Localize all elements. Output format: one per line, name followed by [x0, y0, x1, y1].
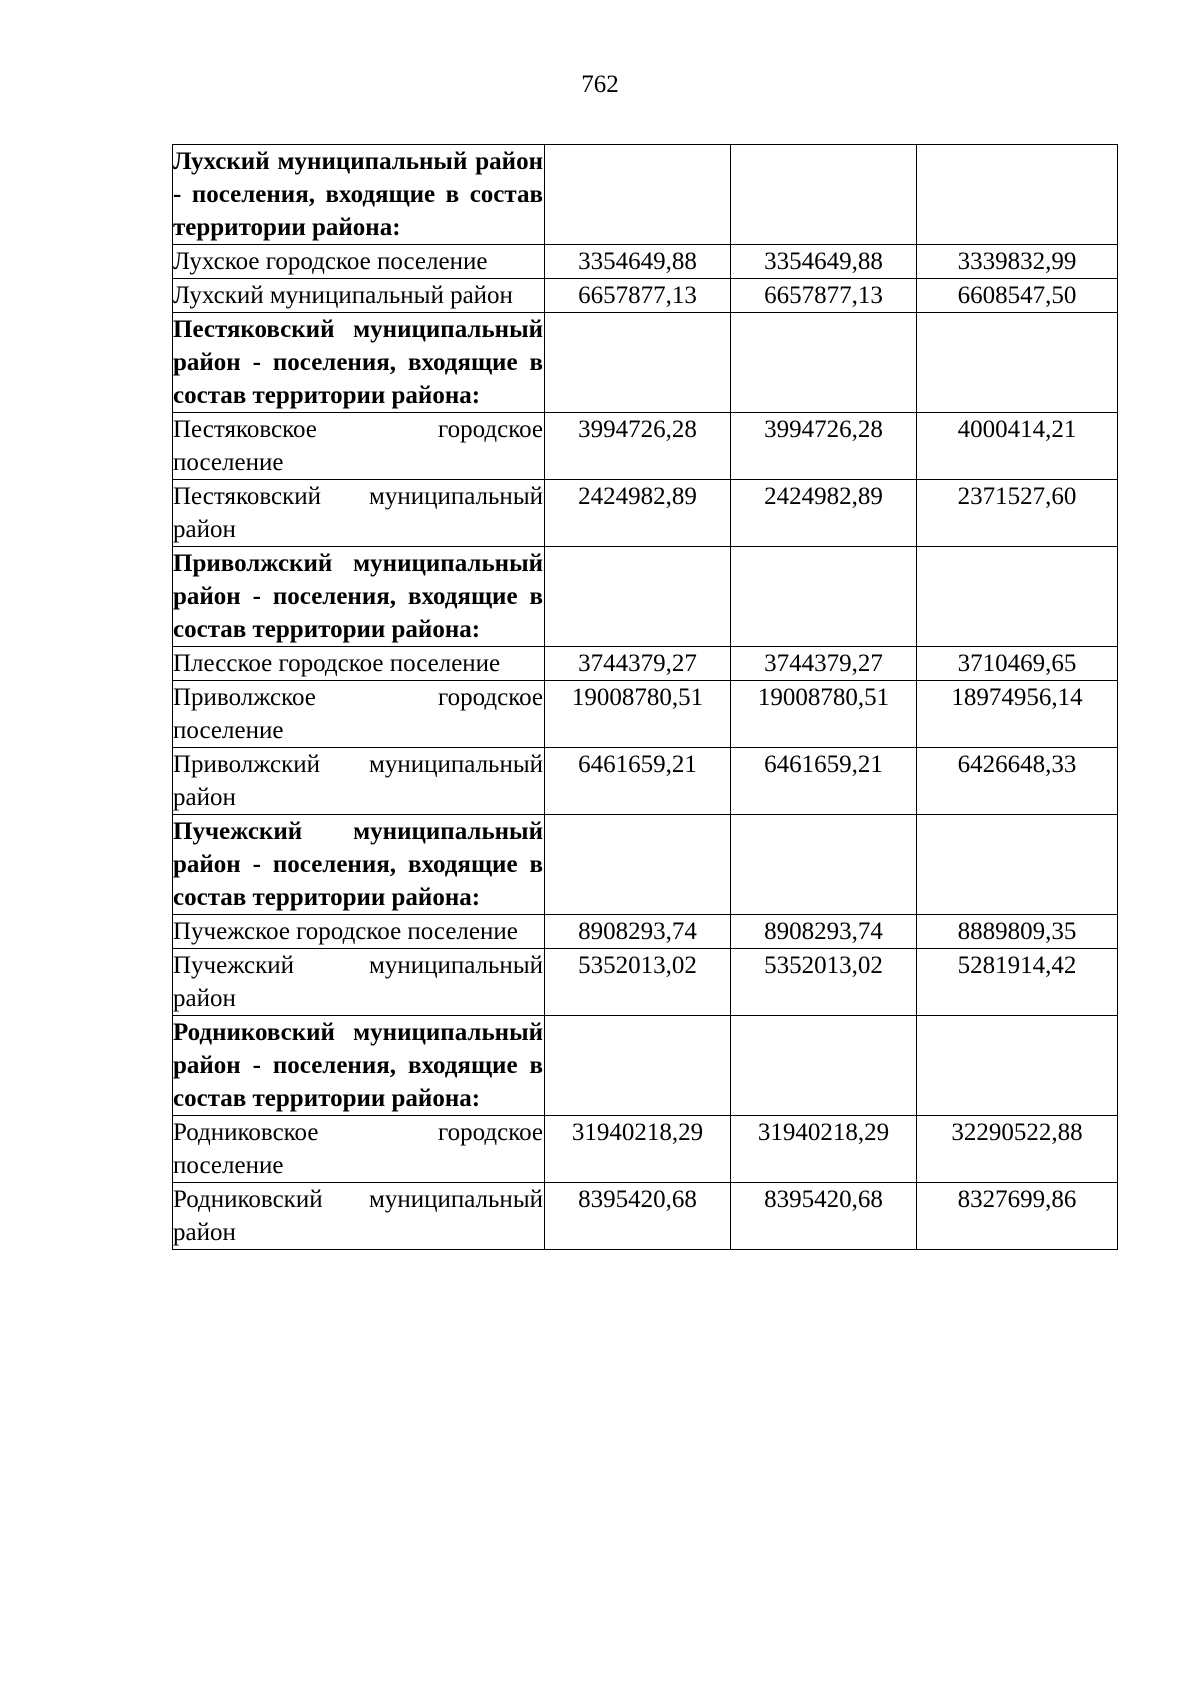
municipality-name-cell: Пучежское городское поселение	[173, 915, 545, 949]
table-row	[173, 815, 1118, 915]
value-cell: 19008780,51	[545, 681, 731, 748]
value-cell: 19008780,51	[731, 681, 917, 748]
budget-table-body	[173, 145, 1118, 1250]
table-row	[173, 279, 1118, 313]
municipality-name-cell: Лухский муниципальный район	[173, 279, 545, 313]
value-cell	[917, 313, 1118, 413]
value-cell: 2424982,89	[545, 480, 731, 547]
value-cell: 8395420,68	[545, 1183, 731, 1250]
value-cell: 3354649,88	[731, 245, 917, 279]
value-cell: 6657877,13	[731, 279, 917, 313]
value-cell	[731, 815, 917, 915]
table-row	[173, 547, 1118, 647]
value-cell: 3354649,88	[545, 245, 731, 279]
table-row	[173, 313, 1118, 413]
district-header-cell: Лухский муниципальный район - поселения, входящие в состав территории района:	[173, 145, 545, 245]
table-row	[173, 915, 1118, 949]
table-row	[173, 748, 1118, 815]
district-header-cell: Пучежский муниципальный район - поселения, входящие в состав территории района:	[173, 815, 545, 915]
value-cell	[917, 815, 1118, 915]
municipality-name-cell: Приволжское городское поселение	[173, 681, 545, 748]
table-row	[173, 1116, 1118, 1183]
municipality-name-cell: Плесское городское поселение	[173, 647, 545, 681]
value-cell: 6426648,33	[917, 748, 1118, 815]
value-cell: 3744379,27	[545, 647, 731, 681]
value-cell	[917, 547, 1118, 647]
value-cell	[545, 313, 731, 413]
value-cell: 3994726,28	[545, 413, 731, 480]
value-cell	[731, 313, 917, 413]
value-cell: 6608547,50	[917, 279, 1118, 313]
value-cell: 5352013,02	[545, 949, 731, 1016]
municipality-name-cell: Пучежский муниципальный район	[173, 949, 545, 1016]
value-cell	[731, 547, 917, 647]
district-header-cell: Приволжский муниципальный район - поселения, входящие в состав территории района:	[173, 547, 545, 647]
value-cell	[731, 145, 917, 245]
value-cell: 6461659,21	[731, 748, 917, 815]
value-cell: 8908293,74	[545, 915, 731, 949]
value-cell: 3339832,99	[917, 245, 1118, 279]
value-cell: 8395420,68	[731, 1183, 917, 1250]
value-cell: 31940218,29	[545, 1116, 731, 1183]
value-cell: 8327699,86	[917, 1183, 1118, 1250]
table-row	[173, 949, 1118, 1016]
district-header-cell: Родниковский муниципальный район - поселения, входящие в состав территории района:	[173, 1016, 545, 1116]
table-row	[173, 647, 1118, 681]
value-cell: 4000414,21	[917, 413, 1118, 480]
municipality-name-cell: Пестяковский муниципальный район	[173, 480, 545, 547]
municipality-name-cell: Лухское городское поселение	[173, 245, 545, 279]
value-cell: 18974956,14	[917, 681, 1118, 748]
district-header-cell: Пестяковский муниципальный район - поселения, входящие в состав территории района:	[173, 313, 545, 413]
value-cell: 3744379,27	[731, 647, 917, 681]
table-row	[173, 1183, 1118, 1250]
page-number: 762	[581, 71, 619, 98]
municipality-name-cell: Приволжский муниципальный район	[173, 748, 545, 815]
value-cell: 6657877,13	[545, 279, 731, 313]
table-row	[173, 245, 1118, 279]
value-cell: 2424982,89	[731, 480, 917, 547]
municipality-name-cell: Родниковский муниципальный район	[173, 1183, 545, 1250]
value-cell: 6461659,21	[545, 748, 731, 815]
value-cell	[917, 145, 1118, 245]
value-cell	[545, 1016, 731, 1116]
value-cell: 2371527,60	[917, 480, 1118, 547]
value-cell	[731, 1016, 917, 1116]
table-row	[173, 1016, 1118, 1116]
value-cell: 8908293,74	[731, 915, 917, 949]
value-cell: 8889809,35	[917, 915, 1118, 949]
value-cell	[545, 815, 731, 915]
value-cell: 32290522,88	[917, 1116, 1118, 1183]
value-cell	[917, 1016, 1118, 1116]
table-row	[173, 480, 1118, 547]
table-row	[173, 145, 1118, 245]
value-cell	[545, 145, 731, 245]
value-cell: 31940218,29	[731, 1116, 917, 1183]
value-cell	[545, 547, 731, 647]
budget-table	[172, 144, 1118, 1250]
municipality-name-cell: Родниковское городское поселение	[173, 1116, 545, 1183]
value-cell: 3994726,28	[731, 413, 917, 480]
table-row	[173, 413, 1118, 480]
municipality-name-cell: Пестяковское городское поселение	[173, 413, 545, 480]
table-row	[173, 681, 1118, 748]
value-cell: 5281914,42	[917, 949, 1118, 1016]
value-cell: 5352013,02	[731, 949, 917, 1016]
value-cell: 3710469,65	[917, 647, 1118, 681]
